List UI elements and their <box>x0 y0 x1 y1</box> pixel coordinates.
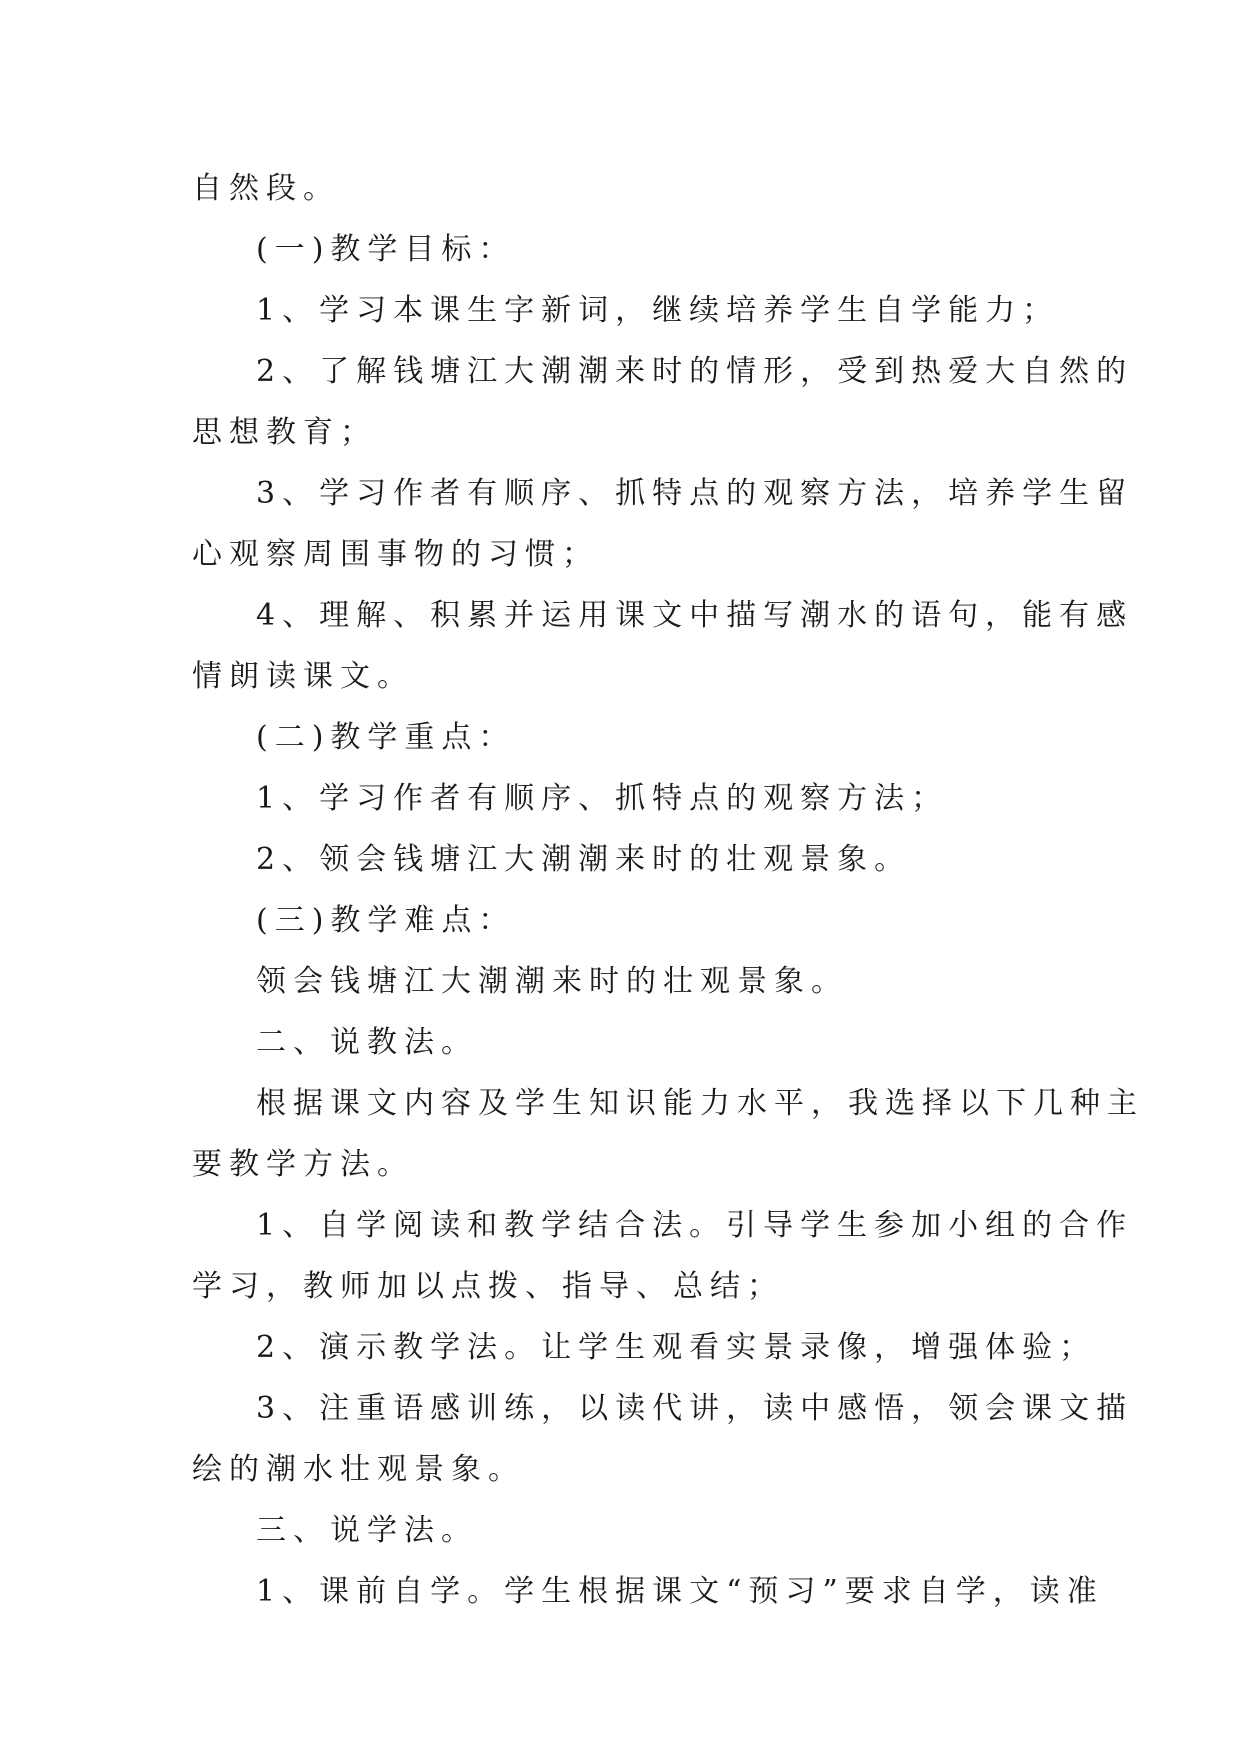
text-line: 领会钱塘江大潮潮来时的壮观景象。 <box>256 964 848 999</box>
text-line: 3、学习作者有顺序、抓特点的观察方法，培养学生留 <box>256 476 1134 511</box>
text-line: 根据课文内容及学生知识能力水平，我选择以下几种主 <box>256 1086 1144 1121</box>
text-line: 2、领会钱塘江大潮潮来时的壮观景象。 <box>256 842 912 877</box>
text-line: (三)教学难点： <box>256 903 516 938</box>
text-line: 二、说教法。 <box>256 1025 478 1060</box>
text-line: 4、理解、积累并运用课文中描写潮水的语句，能有感 <box>256 598 1134 633</box>
text-line: 要教学方法。 <box>192 1147 414 1182</box>
text-line: 情朗读课文。 <box>192 659 414 694</box>
text-line: 自然段。 <box>192 171 340 206</box>
text-line: 1、学习作者有顺序、抓特点的观察方法； <box>256 781 949 816</box>
text-line: 2、了解钱塘江大潮潮来时的情形，受到热爱大自然的 <box>256 354 1134 389</box>
text-line: 绘的潮水壮观景象。 <box>192 1452 525 1487</box>
text-line: 心观察周围事物的习惯； <box>192 537 599 572</box>
text-line: 1、学习本课生字新词，继续培养学生自学能力； <box>256 293 1060 328</box>
text-line: (一)教学目标： <box>256 232 516 267</box>
text-line: 思想教育； <box>192 415 377 450</box>
text-line: 1、课前自学。学生根据课文“预习”要求自学，读准 <box>256 1574 1104 1609</box>
text-line: 2、演示教学法。让学生观看实景录像，增强体验； <box>256 1330 1097 1365</box>
document-body <box>192 158 1144 1622</box>
text-line: 1、自学阅读和教学结合法。引导学生参加小组的合作 <box>256 1208 1134 1243</box>
text-line: 学习，教师加以点拨、指导、总结； <box>192 1269 784 1304</box>
text-line: 三、说学法。 <box>256 1513 478 1548</box>
text-line: (二)教学重点： <box>256 720 516 755</box>
text-line: 3、注重语感训练，以读代讲，读中感悟，领会课文描 <box>256 1391 1134 1426</box>
